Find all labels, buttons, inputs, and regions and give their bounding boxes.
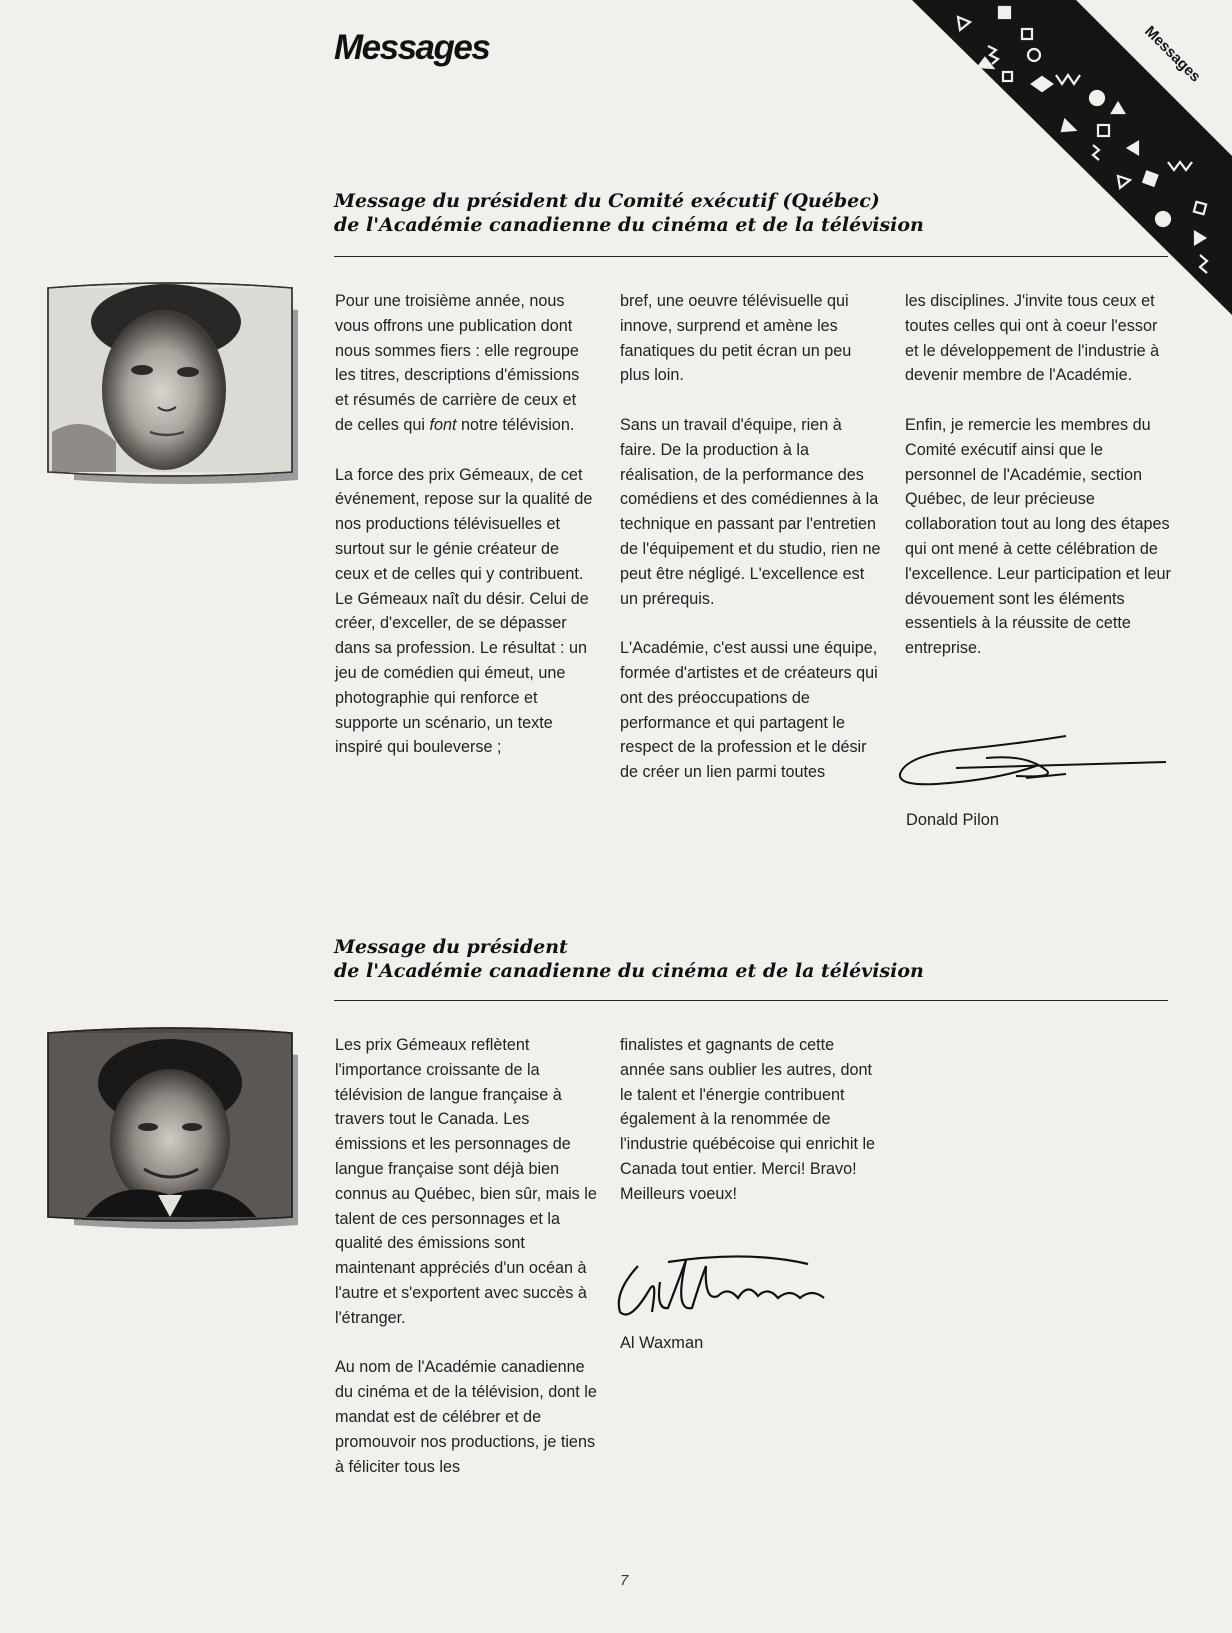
section2-heading-line2: de l'Académie canadienne du cinéma et de la télévision [334, 960, 924, 982]
section2-column2 [620, 1033, 882, 1231]
section1-col1-paragraph1 [335, 289, 597, 438]
portrait-al-waxman [46, 1027, 324, 1237]
section2-col1-paragraph1: Les prix Gémeaux reflètent l'importance croissante de la télévision de langue française à travers tout le Canada. Les émissions et les personnages de langue française sont déjà bien connus au Québec, bien sûr, mais le talent de ces personnages et la qualité des émissions sont maintenant appréciés d'un océan à l'autre et s'exportent avec succès à l'étranger. [335, 1036, 597, 1327]
square-shape [1143, 172, 1157, 186]
section2-column1 [335, 1033, 597, 1504]
section2-col2-paragraph1: finalistes et gagnants de cette année sans oublier les autres, dont le talent et l'énergie contribuent également à la renommée de l'industrie québécoise qui enrichit le Canada tout entier. Merci! Bravo! Meilleurs voeux! [620, 1036, 876, 1203]
section1-col2-paragraph1: bref, une oeuvre télévisuelle qui innove, surprend et amène les fanatiques du petit écran un peu plus loin. [620, 292, 852, 385]
section1-heading-line2: de l'Académie canadienne du cinéma et de la télévision [334, 214, 924, 236]
banner-stripe [912, 0, 1232, 315]
page-number: 7 [620, 1572, 629, 1589]
section1-divider [334, 256, 1168, 257]
page-title: Messages [334, 28, 490, 67]
section1-col1-text2: notre télévision. [456, 415, 575, 434]
section1-col3-paragraph2: Enfin, je remercie les membres du Comité exécutif ainsi que le personnel de l'Académie, section Québec, de leur précieuse collaboration tout au long des étapes qui ont mené à cette célébration de l'excellence. Leur participation et leur dévouement sont les éléments essentiels à la réussite de cette entreprise. [905, 415, 1171, 658]
square-shape [999, 7, 1010, 18]
section1-col1-text1: Pour une troisième année, nous vous offrons une publication dont nous sommes fiers : elle regroupe les titres, descriptions d'émissions et résumés de carrière de ceux et de celles qui [335, 292, 580, 434]
signature-name-donald-pilon: Donald Pilon [906, 811, 999, 829]
section2-heading [334, 935, 924, 983]
section1-col1-paragraph2: La force des prix Gémeaux, de cet événement, repose sur la qualité de nos productions télévisuelles et surtout sur le génie créateur de ceux et de celles qui y contribuent. Le Gémeaux naît du désir. Celui de créer, d'exceller, de se dépasser dans sa profession. Le résultat : un jeu de comédien qui émeut, une photographie qui renforce et supporte un scénario, un texte inspiré qui bouleverse ; [335, 465, 593, 757]
circle-shape [1090, 91, 1104, 105]
section1-column3 [905, 289, 1171, 686]
banner-label: Messages [1141, 22, 1204, 86]
circle-shape [1156, 212, 1170, 226]
section1-col2-paragraph3: L'Académie, c'est aussi une équipe, formée d'artistes et de créateurs qui ont des préoccupations de performance et qui partagent le respect de la profession et le désir de créer un lien parmi toutes [620, 639, 878, 782]
section2-col1-paragraph2: Au nom de l'Académie canadienne du cinéma et de la télévision, dont le mandat est de célébrer et de promouvoir nos productions, je tiens à féliciter tous les [335, 1358, 597, 1476]
section1-col3-paragraph1: les disciplines. J'invite tous ceux et toutes celles qui ont à coeur l'essor et le développement de l'industrie à devenir membre de l'Académie. [905, 292, 1160, 385]
section2-divider [334, 1000, 1168, 1001]
signature-al-waxman [608, 1252, 858, 1330]
signature-donald-pilon [896, 730, 1176, 792]
portrait-donald-pilon [46, 282, 324, 492]
section1-col1-italic: font [429, 415, 457, 434]
section1-column2 [620, 289, 882, 810]
section2-heading-line1: Message du président [334, 936, 568, 958]
corner-banner [0, 0, 1232, 320]
section1-heading [334, 189, 924, 237]
section1-column1 [335, 289, 597, 785]
section1-col2-paragraph2: Sans un travail d'équipe, rien à faire. De la production à la réalisation, de la performance des comédiens et des comédiennes à la technique en passant par l'entretien de l'équipement et du studio, rien ne peut être négligé. L'excellence est un prérequis. [620, 415, 881, 608]
signature-name-al-waxman: Al Waxman [620, 1334, 704, 1352]
section1-heading-line1: Message du président du Comité exécutif (Québec) [334, 190, 880, 212]
